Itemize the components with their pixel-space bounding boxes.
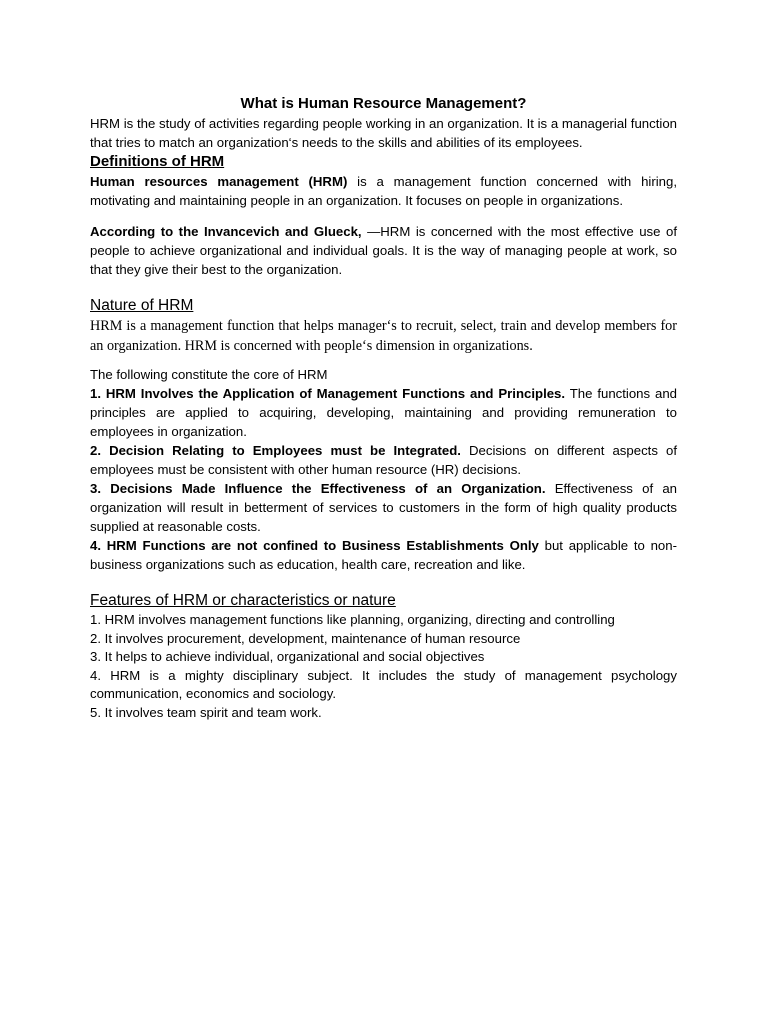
definition-2-text: ―HRM is concerned with the most effective use of people to achieve organizational and individual goals. It is the way of managing people at work, so that they give their best to the organization.: [90, 224, 677, 277]
core-item-2-title: 2. Decision Relating to Employees must be Integrated.: [90, 443, 461, 458]
feature-item-3: 3. It helps to achieve individual, organizational and social objectives: [90, 649, 485, 665]
definitions-heading: Definitions of HRM: [90, 153, 225, 170]
definition-1-term: Human resources management (HRM): [90, 174, 348, 189]
definition-1: [90, 172, 677, 210]
definition-1-text: is a management function concerned with hiring, motivating and maintaining people in an organization. It focuses on people in organizations.: [90, 174, 677, 208]
core-item-1-text: The functions and principles are applied to acquiring, developing, maintaining and providing remuneration to employees in organization.: [90, 386, 677, 439]
feature-item-2: 2. It involves procurement, development, maintenance of human resource: [90, 630, 521, 646]
nature-paragraph: HRM is a management function that helps manager‘s to recruit, select, train and develop members for an organization. HRM is concerned with people‘s dimension in organizations.: [90, 318, 677, 354]
features-list: [90, 611, 677, 723]
definition-2: [90, 222, 677, 279]
document-page: [90, 94, 677, 723]
core-item-3-text: Effectiveness of an organization will result in betterment of services to customers in the form of high quality products supplied at reasonable costs.: [90, 481, 677, 534]
core-item-3-title: 3. Decisions Made Influence the Effectiveness of an Organization.: [90, 481, 546, 496]
core-item-4-text: but applicable to non-business organizations such as education, health care, recreation and like.: [90, 538, 677, 572]
nature-heading: Nature of HRM: [90, 297, 194, 314]
core-item-2: [90, 441, 677, 479]
feature-item-1: 1. HRM involves management functions like planning, organizing, directing and controlling: [90, 612, 615, 627]
definition-2-source: According to the Invancevich and Glueck,: [90, 224, 362, 239]
feature-item-4: 4. HRM is a mighty disciplinary subject. It includes the study of management psychology communication, economics and sociology.: [90, 667, 677, 702]
page-title: What is Human Resource Management?: [240, 95, 527, 112]
core-item-3: [90, 479, 677, 536]
core-item-4-title: 4. HRM Functions are not confined to Business Establishments Only: [90, 538, 539, 553]
intro-paragraph: HRM is the study of activities regarding people working in an organization. It is a managerial function that tries to match an organization‘s needs to the skills and abilities of its employees.: [90, 116, 677, 150]
feature-item-5: 5. It involves team spirit and team work.: [90, 704, 322, 720]
core-item-4: [90, 536, 677, 574]
core-item-1: [90, 384, 677, 441]
core-intro: The following constitute the core of HRM: [90, 367, 328, 382]
core-item-1-title: 1. HRM Involves the Application of Management Functions and Principles.: [90, 386, 566, 401]
features-heading: Features of HRM or characteristics or nature: [90, 592, 396, 609]
core-item-2-text: Decisions on different aspects of employees must be consistent with other human resource (HR) decisions.: [90, 443, 677, 477]
